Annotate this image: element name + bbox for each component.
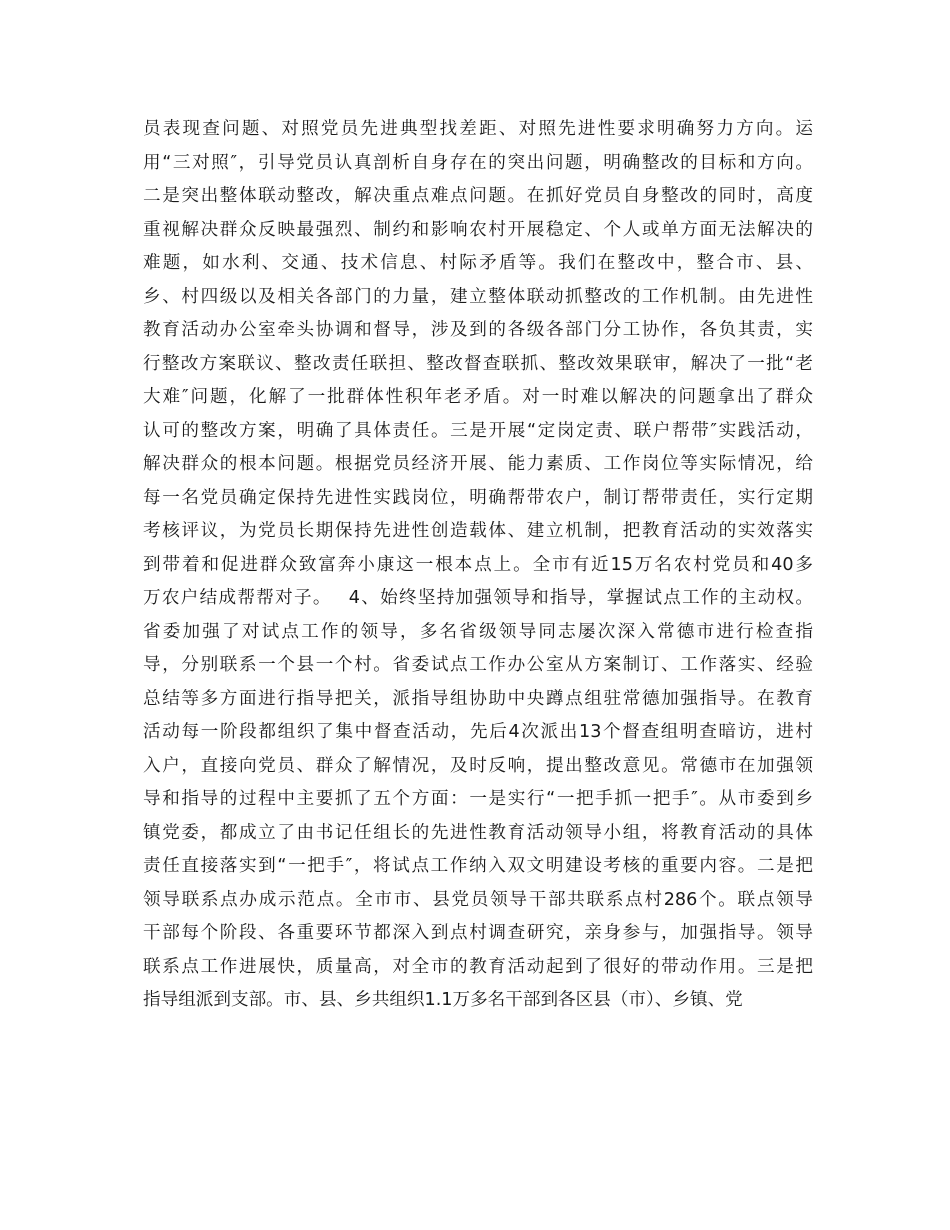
text-line-13: 考核评议，为党员长期保持先进性创造载体、建立机制，把教育活动的实效落实	[143, 521, 813, 541]
text-line-2: 用“三对照″，引导党员认真剖析自身存在的突出问题，明确整改的目标和方向。	[143, 152, 813, 173]
text-line-20: 入户，直接向党员、群众了解情况，及时反响，提出整改意见。常德市在加强领	[143, 755, 813, 776]
text-line-16: 省委加强了对试点工作的领导，多名省级领导同志屡次深入常德市进行检查指	[143, 621, 813, 642]
text-line-5: 难题，如水利、交通、技术信息、村际矛盾等。我们在整改中，整合市、县、	[143, 253, 813, 273]
text-line-21: 导和指导的过程中主要抓了五个方面：一是实行“一把手抓一把手″。从市委到乡	[143, 789, 813, 809]
text-line-1: 员表现查问题、对照党员先进典型找差距、对照先进性要求明确努力方向。运	[143, 119, 813, 139]
text-line-9: 大难″问题，化解了一批群体性积年老矛盾。对一时难以解决的问题拿出了群众	[143, 387, 813, 407]
text-line-6: 乡、村四级以及相关各部门的力量，建立整体联动抓整改的工作机制。由先进性	[143, 286, 813, 307]
text-line-26: 联系点工作进展快，质量高，对全市的教育活动起到了很好的带动作用。三是把	[143, 956, 813, 977]
text-line-12: 每一名党员确定保持先进性实践岗位，明确帮带农户，制订帮带责任，实行定期	[143, 487, 813, 508]
text-line-3: 二是突出整体联动整改，解决重点难点问题。在抓好党员自身整改的同时，高度	[143, 186, 813, 206]
text-line-11: 解决群众的根本问题。根据党员经济开展、能力素质、工作岗位等实际情况，给	[143, 454, 813, 474]
text-line-22: 镇党委，都成立了由书记任组长的先进性教育活动领导小组，将教育活动的具体	[143, 822, 813, 843]
text-line-8: 行整改方案联议、整改责任联担、整改督查联抓、整改效果联审，解决了一批“老	[143, 353, 813, 374]
text-line-19: 活动每一阶段都组织了集中督查活动，先后4次派出13个督查组明查暗访，进村	[143, 722, 813, 742]
text-line-17: 导，分别联系一个县一个村。省委试点工作办公室从方案制订、工作落实、经验	[143, 655, 813, 675]
text-line-14: 到带着和促进群众致富奔小康这一根本点上。全市有近15万名农村党员和40多	[143, 554, 813, 575]
text-line-27: 指导组派到支部。市、县、乡共组织1.1万多名干部到各区县（市）、乡镇、党	[143, 990, 743, 1010]
text-line-23: 责任直接落实到“一把手″，将试点工作纳入双文明建设考核的重要内容。二是把	[143, 856, 813, 876]
text-line-4: 重视解决群众反映最强烈、制约和影响农村开展稳定、个人或单方面无法解决的	[143, 219, 813, 240]
text-line-7: 教育活动办公室牵头协调和督导，涉及到的各级各部门分工协作，各负其责，实	[143, 320, 813, 340]
text-line-15: 万农户结成帮帮对子。 4、始终坚持加强领导和指导，掌握试点工作的主动权。	[143, 588, 813, 608]
text-line-24: 领导联系点办成示范点。全市市、县党员领导干部共联系点村286个。联点领导	[143, 889, 813, 910]
text-line-18: 总结等多方面进行指导把关，派指导组协助中央蹲点组驻常德加强指导。在教育	[143, 688, 813, 709]
text-line-10: 认可的整改方案，明确了具体责任。三是开展“定岗定责、联户帮带″实践活动，	[143, 420, 813, 441]
body-text	[143, 113, 813, 1018]
text-line-25: 干部每个阶段、各重要环节都深入到点村调查研究，亲身参与，加强指导。领导	[143, 923, 813, 943]
